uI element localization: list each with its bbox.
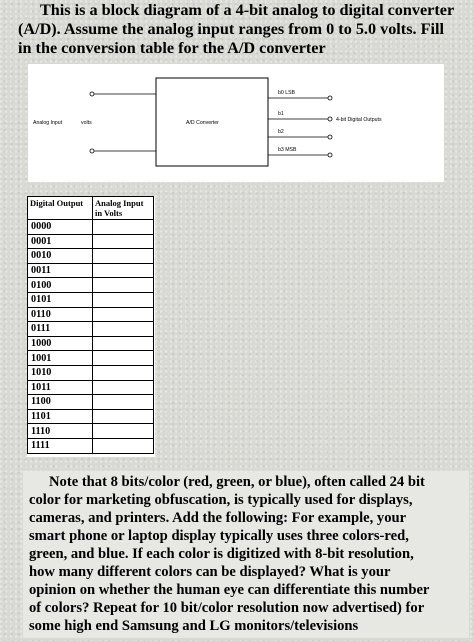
digital-output-cell: 0010: [28, 249, 93, 264]
output-terminal-b0: [328, 96, 332, 100]
header-analog-input: Analog Input in Volts: [93, 197, 154, 220]
analog-input-cell[interactable]: [93, 336, 154, 351]
output-terminal-b3: [328, 153, 332, 157]
conversion-table-wrap: [27, 196, 155, 457]
table-row: [28, 351, 154, 366]
table-row: [28, 380, 154, 395]
intro-line-1: This is a block diagram of a 4-bit analog to digital converter: [40, 1, 455, 19]
bit-label-b1: b1: [278, 111, 284, 117]
table-row: [28, 220, 154, 235]
table-row: [28, 438, 154, 453]
analog-input-cell[interactable]: [93, 278, 154, 293]
analog-input-cell[interactable]: [93, 438, 154, 453]
header-digital-output: Digital Output: [28, 197, 93, 220]
note-line-1: Note that 8 bits/color (red, green, or blue), often called 24 bit: [49, 474, 425, 490]
analog-input-cell[interactable]: [93, 395, 154, 410]
digital-output-cell: 0100: [28, 278, 93, 293]
digital-output-cell: 1101: [28, 409, 93, 424]
table-row: [28, 278, 154, 293]
conversion-table: [27, 196, 154, 454]
outputs-label: 4-bit Digital Outputs: [336, 117, 382, 123]
note-line-2: color for marketing obfuscation, is typically used for displays,: [29, 492, 413, 508]
analog-input-label: Analog Input: [33, 120, 63, 126]
table-row: [28, 292, 154, 307]
note-line-7: opinion on whether the human eye can differentiate this number: [29, 582, 430, 598]
bit-label-b2: b2: [278, 129, 284, 135]
intro-line-3: in the conversion table for the A/D converter: [18, 39, 326, 57]
digital-output-cell: 1001: [28, 351, 93, 366]
digital-output-cell: 0001: [28, 234, 93, 249]
bit-label-b0: b0 LSB: [278, 90, 296, 96]
table-header-row: [28, 197, 154, 220]
table-row: [28, 263, 154, 278]
input-terminal-bottom: [90, 149, 94, 153]
table-row: [28, 424, 154, 439]
analog-input-cell[interactable]: [93, 351, 154, 366]
digital-output-cell: 1111: [28, 438, 93, 453]
table-row: [28, 234, 154, 249]
intro-line-2: (A/D). Assume the analog input ranges from 0 to 5.0 volts. Fill: [18, 20, 444, 38]
analog-input-cell[interactable]: [93, 307, 154, 322]
table-row: [28, 307, 154, 322]
analog-input-cell[interactable]: [93, 365, 154, 380]
analog-input-cell[interactable]: [93, 220, 154, 235]
problem-intro: [18, 1, 468, 58]
digital-output-cell: 1100: [28, 395, 93, 410]
note-line-6: how many different colors can be displayed? What is your: [29, 564, 391, 580]
analog-input-cell[interactable]: [93, 380, 154, 395]
note-line-5: green, and blue. If each color is digitized with 8-bit resolution,: [29, 546, 414, 562]
analog-input-cell[interactable]: [93, 409, 154, 424]
digital-output-cell: 0011: [28, 263, 93, 278]
table-row: [28, 409, 154, 424]
note-line-9: some high end Samsung and LG monitors/televisions: [29, 618, 359, 634]
digital-output-cell: 1011: [28, 380, 93, 395]
note-line-4: smart phone or laptop display typically uses three colors-red,: [29, 528, 409, 544]
table-row: [28, 249, 154, 264]
block-diagram: [28, 64, 444, 182]
analog-input-cell[interactable]: [93, 234, 154, 249]
digital-output-cell: 1000: [28, 336, 93, 351]
analog-input-cell[interactable]: [93, 249, 154, 264]
converter-label: A/D Converter: [186, 120, 219, 126]
digital-output-cell: 1010: [28, 365, 93, 380]
digital-output-cell: 1110: [28, 424, 93, 439]
digital-output-cell: 0110: [28, 307, 93, 322]
note-line-8: of colors? Repeat for 10 bit/color resolution now advertised) for: [29, 600, 425, 616]
output-terminal-b1: [328, 117, 332, 121]
table-row: [28, 365, 154, 380]
table-row: [28, 322, 154, 337]
analog-input-cell[interactable]: [93, 292, 154, 307]
table-body: [28, 220, 154, 454]
digital-output-cell: 0111: [28, 322, 93, 337]
analog-input-cell[interactable]: [93, 263, 154, 278]
analog-input-cell[interactable]: [93, 322, 154, 337]
note-paragraph: [23, 471, 469, 638]
volts-label: volts: [81, 120, 92, 126]
input-terminal-top: [90, 92, 94, 96]
digital-output-cell: 0101: [28, 292, 93, 307]
digital-output-cell: 0000: [28, 220, 93, 235]
table-row: [28, 395, 154, 410]
note-line-3: cameras, and printers. Add the following: For example, your: [29, 510, 407, 526]
bit-label-b3: b3 MSB: [278, 147, 297, 153]
analog-input-cell[interactable]: [93, 424, 154, 439]
table-row: [28, 336, 154, 351]
block-diagram-svg: [28, 64, 444, 182]
output-terminal-b2: [328, 135, 332, 139]
